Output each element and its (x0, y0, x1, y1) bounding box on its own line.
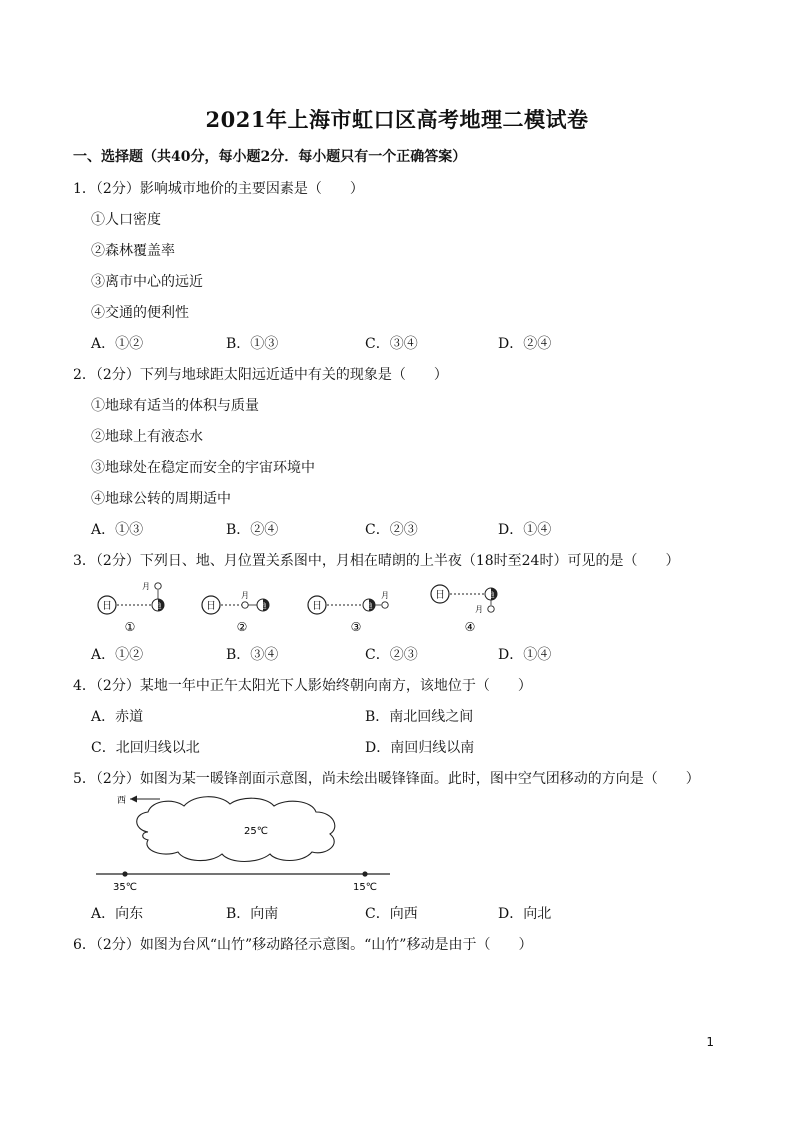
earth-label: 地 (154, 602, 162, 610)
cloud-temperature: 25℃ (244, 826, 268, 837)
sun-earth-moon-diagrams (90, 574, 510, 636)
panel-label-1: ① (124, 620, 136, 634)
question-3-stem: 3．（2分）下列日、地、月位置关系图中，月相在晴朗的上半夜（18时至24时）可见的是（ ） (73, 553, 680, 569)
question-3-choice-d: D．①④ (498, 647, 552, 663)
question-1-choice-d: D．②④ (498, 336, 552, 352)
page-number: 1 (706, 1035, 714, 1049)
earth-label: 地 (259, 602, 267, 610)
page-title: 2021年上海市虹口区高考地理二模试卷 (205, 107, 589, 132)
cloud-shape (137, 797, 335, 862)
question-1-choice-a: A．①② (91, 336, 144, 352)
question-2-choice-a: A．①③ (91, 522, 144, 538)
question-2-choice-c: C．②③ (365, 522, 418, 538)
question-4-choice-c: C．北回归线以北 (91, 740, 200, 756)
panel-label-4: ④ (464, 620, 476, 634)
warm-front-diagram (90, 790, 400, 900)
moon-label: 月 (475, 605, 483, 614)
panel-label-3: ③ (350, 620, 362, 634)
right-point (362, 871, 367, 876)
question-5-stem: 5．（2分）如图为某一暖锋剖面示意图，尚未绘出暖锋锋面。此时，图中空气团移动的方向是（ ） (73, 771, 700, 787)
question-3-choice-a: A．①② (91, 647, 144, 663)
diagram-panel-2 (202, 591, 269, 634)
question-4-choice-a: A．赤道 (91, 709, 144, 725)
earth-label: 地 (365, 602, 373, 610)
question-5-choice-b: B．向南 (226, 906, 279, 922)
question-1-item-4: ④交通的便利性 (91, 305, 189, 321)
question-1-item-2: ②森林覆盖率 (91, 243, 175, 259)
question-5-choice-c: C．向西 (365, 906, 418, 922)
moon-label: 月 (142, 582, 150, 591)
question-3-choice-b: B．③④ (226, 647, 279, 663)
west-label: 西 (116, 796, 126, 806)
sun-label: 日 (102, 601, 112, 612)
question-4-choice-d: D．南回归线以南 (365, 740, 475, 756)
right-temperature: 15℃ (353, 882, 377, 893)
question-1-item-3: ③离市中心的远近 (91, 274, 203, 290)
moon-label: 月 (381, 591, 389, 600)
question-3-choice-c: C．②③ (365, 647, 418, 663)
question-5-choice-d: D．向北 (498, 906, 552, 922)
question-2-choice-b: B．②④ (226, 522, 279, 538)
question-2-choice-d: D．①④ (498, 522, 552, 538)
question-2-item-3: ③地球处在稳定而安全的宇宙环境中 (91, 460, 315, 476)
diagram-panel-4 (431, 585, 497, 634)
earth-label: 地 (487, 591, 495, 599)
question-1-choice-c: C．③④ (365, 336, 418, 352)
question-2-item-1: ①地球有适当的体积与质量 (91, 398, 259, 414)
moon-label: 月 (241, 591, 249, 600)
sun-label: 日 (206, 601, 216, 612)
question-2-item-4: ④地球公转的周期适中 (91, 491, 231, 507)
section-heading: 一、选择题（共40分，每小题2分．每小题只有一个正确答案） (73, 149, 467, 165)
question-2-item-2: ②地球上有液态水 (91, 429, 203, 445)
west-arrow-icon (130, 796, 160, 803)
diagram-panel-3 (308, 591, 389, 634)
diagram-panel-1 (98, 582, 164, 634)
left-temperature: 35℃ (113, 882, 137, 893)
question-2-stem: 2．（2分）下列与地球距太阳远近适中有关的现象是（ ） (73, 367, 448, 383)
sun-label: 日 (312, 601, 322, 612)
panel-label-2: ② (236, 620, 248, 634)
question-1-choice-b: B．①③ (226, 336, 279, 352)
question-4-choice-b: B．南北回线之间 (365, 709, 474, 725)
question-4-stem: 4．（2分）某地一年中正午太阳光下人影始终朝向南方，该地位于（ ） (73, 678, 532, 694)
question-1-stem: 1．（2分）影响城市地价的主要因素是（ ） (73, 181, 364, 197)
question-5-choice-a: A．向东 (91, 906, 144, 922)
question-6-stem: 6．（2分）如图为台风“山竹”移动路径示意图。“山竹”移动是由于（ ） (73, 937, 533, 953)
left-point (122, 871, 127, 876)
question-1-item-1: ①人口密度 (91, 212, 161, 228)
sun-label: 日 (435, 590, 445, 601)
